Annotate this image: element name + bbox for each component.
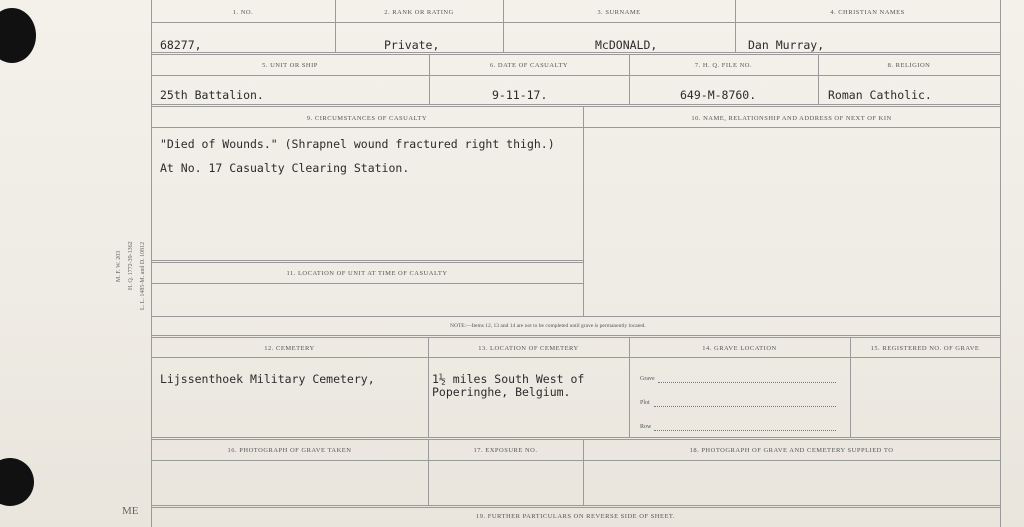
header-religion: 8. RELIGION [887, 62, 931, 69]
value-location-cemetery-line2: Poperinghe, Belgium. [432, 385, 571, 399]
value-christian-names: Dan Murray, [748, 38, 825, 52]
header-grave-location: 14. GRAVE LOCATION [702, 345, 777, 352]
punch-hole-bottom [0, 458, 34, 506]
header-hq-file: 7. H. Q. FILE NO. [694, 62, 753, 69]
header-circumstances: 9. CIRCUMSTANCES OF CASUALTY [306, 115, 428, 122]
note-text: NOTE:—Items 12, 13 and 14 are not to be completed until grave is permanently located. [450, 323, 646, 329]
form-code-line3: L. L. 1485-M. and D. 10812 [140, 241, 146, 310]
value-cemetery: Lijssenthoek Military Cemetery, [160, 372, 375, 386]
form-code-line1: M. F. W. 203 [116, 250, 122, 282]
header-surname: 3. SURNAME [597, 9, 641, 16]
value-location-cemetery-line1: 1½ miles South West of [432, 372, 585, 386]
header-date: 6. DATE OF CASUALTY [489, 62, 569, 69]
row-field-label: Row [640, 424, 652, 430]
value-circumstances-line2: At No. 17 Casualty Clearing Station. [160, 161, 410, 175]
value-surname: McDONALD, [595, 38, 658, 52]
header-registered-no: 15. REGISTERED NO. OF GRAVE [870, 345, 980, 352]
header-christian-names: 4. CHRISTIAN NAMES [830, 9, 905, 16]
value-religion: Roman Catholic. [828, 88, 932, 102]
form-code-line2: H. Q. 1772-39-1362 [128, 241, 134, 290]
value-circumstances-line1: "Died of Wounds." (Shrapnel wound fractured right thigh.) [160, 137, 555, 151]
value-no: 68277, [160, 38, 202, 52]
header-location-cemetery: 13. LOCATION OF CEMETERY [478, 345, 579, 352]
header-further-particulars: 19. FURTHER PARTICULARS ON REVERSE SIDE OF SHEET. [475, 513, 676, 520]
header-unit: 5. UNIT OR SHIP [262, 62, 318, 69]
header-no: 1. NO. [232, 9, 254, 16]
value-hq-file: 649-M-8760. [680, 88, 757, 102]
plot-field-label: Plot [640, 400, 650, 406]
value-unit: 25th Battalion. [160, 88, 264, 102]
header-cemetery: 12. CEMETERY [264, 345, 315, 352]
header-rank: 2. RANK OR RATING [384, 9, 454, 16]
header-next-of-kin: 10. NAME, RELATIONSHIP AND ADDRESS OF NEXT OF KIN [691, 115, 892, 122]
grave-field-label: Grave [640, 376, 655, 382]
value-date: 9-11-17. [492, 88, 548, 102]
header-exposure: 17. EXPOSURE NO. [473, 447, 538, 454]
header-photo-taken: 16. PHOTOGRAPH OF GRAVE TAKEN [227, 447, 352, 454]
header-location-unit: 11. LOCATION OF UNIT AT TIME OF CASUALTY [286, 270, 448, 277]
header-photo-supplied: 18. PHOTOGRAPH OF GRAVE AND CEMETERY SUPPLIED TO [689, 447, 894, 454]
value-rank: Private, [384, 38, 440, 52]
corner-mark: ME [122, 505, 139, 517]
punch-hole-top [0, 8, 36, 63]
